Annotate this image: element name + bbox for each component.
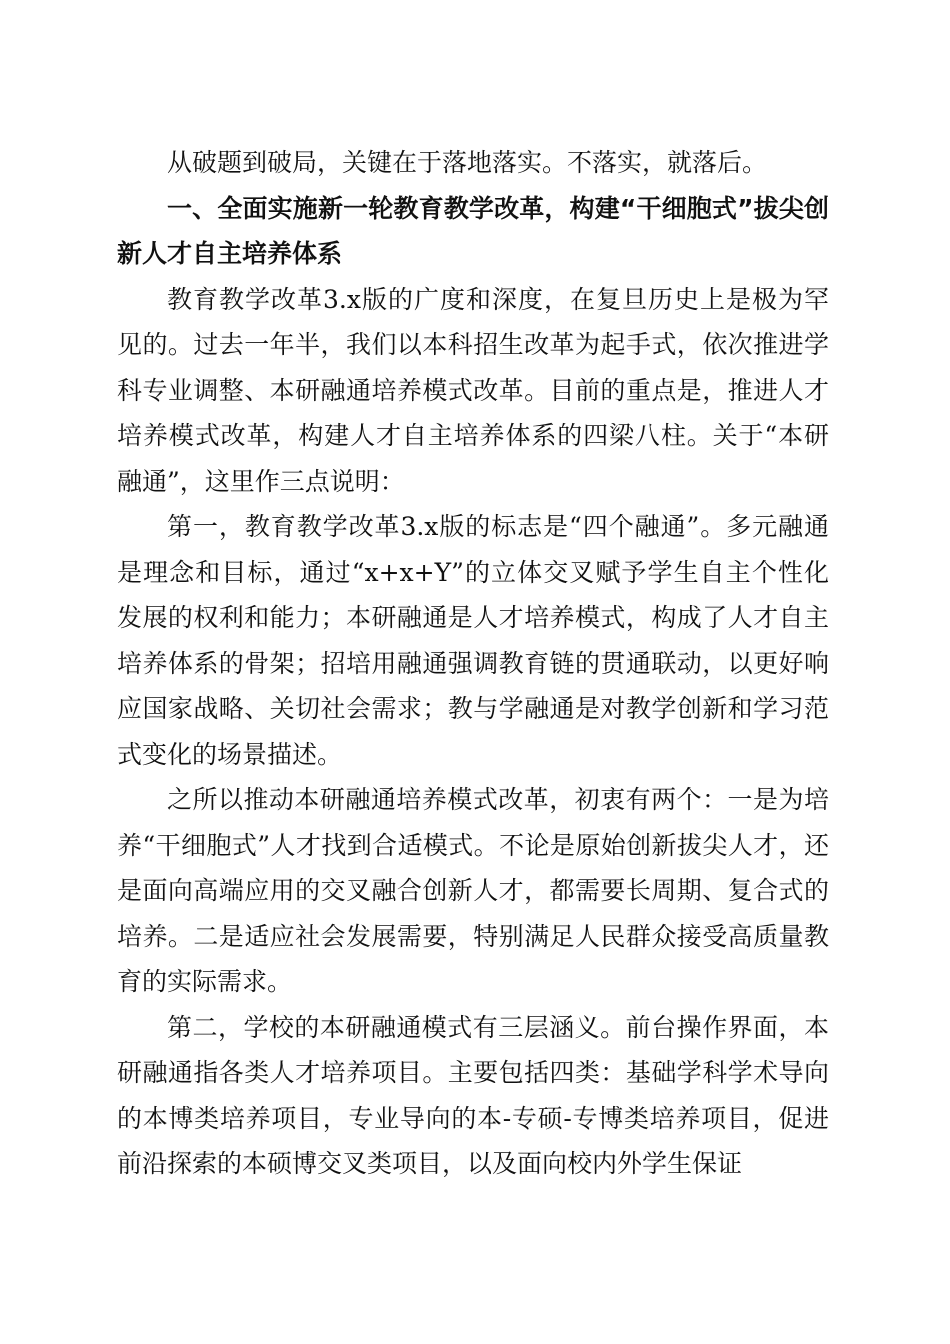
body-paragraph-motivation: 之所以推动本研融通培养模式改革，初衷有两个：一是为培养“干细胞式”人才找到合适模式。不论是原始创新拔尖人才，还是面向高端应用的交叉融合创新人才，都需要长周期、复合式的培养。二是适应社会发展需要，特别满足人民群众接受高质量教育的实际需求。 bbox=[117, 785, 829, 996]
document-page bbox=[117, 140, 829, 1187]
body-paragraph-point-two: 第二，学校的本研融通模式有三层涵义。前台操作界面，本研融通指各类人才培养项目。主要包括四类：基础学科学术导向的本博类培养项目，专业导向的本-专硕-专博类培养项目，促进前沿探索的本硕博交叉类项目，以及面向校内外学生保证 bbox=[117, 1012, 829, 1178]
section-heading: 一、全面实施新一轮教育教学改革，构建“干细胞式”拔尖创新人才自主培养体系 bbox=[117, 193, 829, 268]
body-paragraph-reform-overview: 教育教学改革3.x版的广度和深度，在复旦历史上是极为罕见的。过去一年半，我们以本科招生改革为起手式，依次推进学科专业调整、本研融通培养模式改革。目前的重点是，推进人才培养模式改革，构建人才自主培养体系的四梁八柱。关于“本研融通”，这里作三点说明： bbox=[117, 284, 829, 496]
intro-paragraph: 从破题到破局，关键在于落地落实。不落实，就落后。 bbox=[167, 148, 768, 177]
body-paragraph-point-one: 第一，教育教学改革3.x版的标志是“四个融通”。多元融通是理念和目标，通过“x+x+Y”的立体交叉赋予学生自主个性化发展的权利和能力；本研融通是人才培养模式，构成了人才自主培养体系的骨架；招培用融通强调教育链的贯通联动，以更好响应国家战略、关切社会需求；教与学融通是对教学创新和学习范式变化的场景描述。 bbox=[117, 512, 829, 769]
